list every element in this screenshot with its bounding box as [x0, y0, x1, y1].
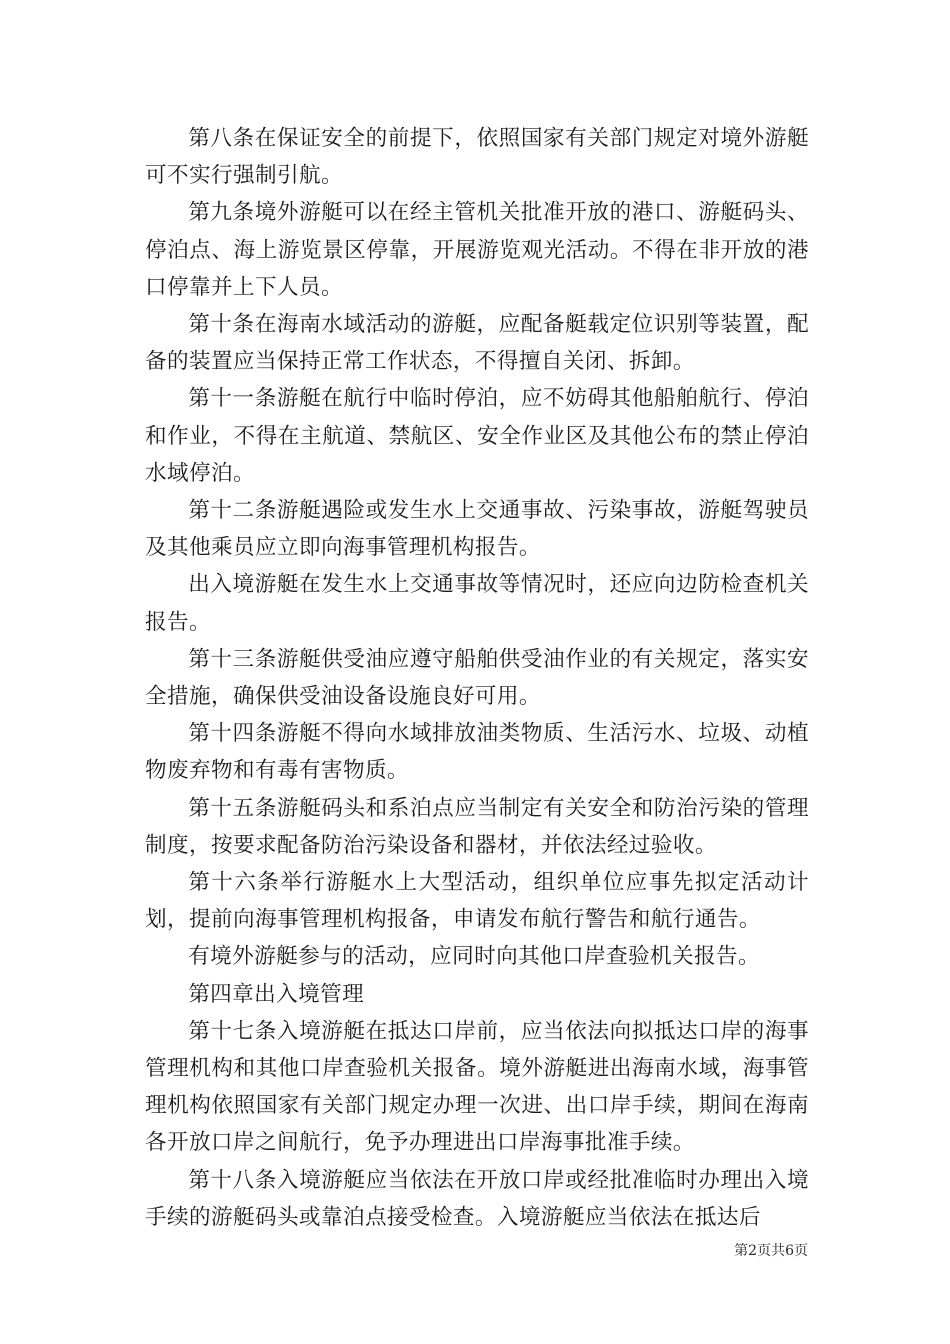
document-body — [145, 120, 809, 1236]
paragraph-article-16: 第十六条举行游艇水上大型活动，组织单位应事先拟定活动计划，提前向海事管理机构报备，申请发布航行警告和航行通告。 — [145, 870, 809, 933]
paragraph-article-13: 第十三条游艇供受油应遵守船舶供受油作业的有关规定，落实安全措施，确保供受油设备设施良好可用。 — [145, 646, 809, 710]
page-number-footer: 第2页共6页 — [734, 1243, 808, 1259]
paragraph-article-14: 第十四条游艇不得向水域排放油类物质、生活污水、垃圾、动植物废弃物和有毒有害物质。 — [145, 721, 809, 784]
paragraph-article-9: 第九条境外游艇可以在经主管机关批准开放的港口、游艇码头、停泊点、海上游览景区停靠，开展游览观光活动。不得在非开放的港口停靠并上下人员。 — [145, 200, 809, 300]
paragraph-article-16-supplement: 有境外游艇参与的活动，应同时向其他口岸查验机关报告。 — [188, 944, 761, 970]
paragraph-article-8: 第八条在保证安全的前提下，依照国家有关部门规定对境外游艇可不实行强制引航。 — [145, 126, 809, 189]
chapter-heading: 第四章出入境管理 — [188, 981, 365, 1007]
paragraph-article-18: 第十八条入境游艇应当依法在开放口岸或经批准临时办理出入境手续的游艇码头或靠泊点接受检查。入境游艇应当依法在抵达后 — [145, 1167, 809, 1230]
paragraph-article-12: 第十二条游艇遇险或发生水上交通事故、污染事故，游艇驾驶员及其他乘员应立即向海事管理机构报告。 — [145, 498, 809, 561]
paragraph-article-12-supplement: 出入境游艇在发生水上交通事故等情况时，还应向边防检查机关报告。 — [145, 572, 809, 635]
paragraph-article-11: 第十一条游艇在航行中临时停泊，应不妨碍其他船舶航行、停泊和作业，不得在主航道、禁航区、安全作业区及其他公布的禁止停泊水域停泊。 — [145, 386, 809, 486]
paragraph-article-10: 第十条在海南水域活动的游艇，应配备艇载定位识别等装置，配备的装置应当保持正常工作状态，不得擅自关闭、拆卸。 — [145, 312, 809, 375]
paragraph-article-15: 第十五条游艇码头和系泊点应当制定有关安全和防治污染的管理制度，按要求配备防治污染设备和器材，并依法经过验收。 — [145, 795, 809, 858]
paragraph-article-17: 第十七条入境游艇在抵达口岸前，应当依法向拟抵达口岸的海事管理机构和其他口岸查验机关报备。境外游艇进出海南水域，海事管理机构依照国家有关部门规定办理一次进、出口岸手续，期间在海南各开放口岸之间航行，免予办理进出口岸海事批准手续。 — [145, 1018, 809, 1156]
